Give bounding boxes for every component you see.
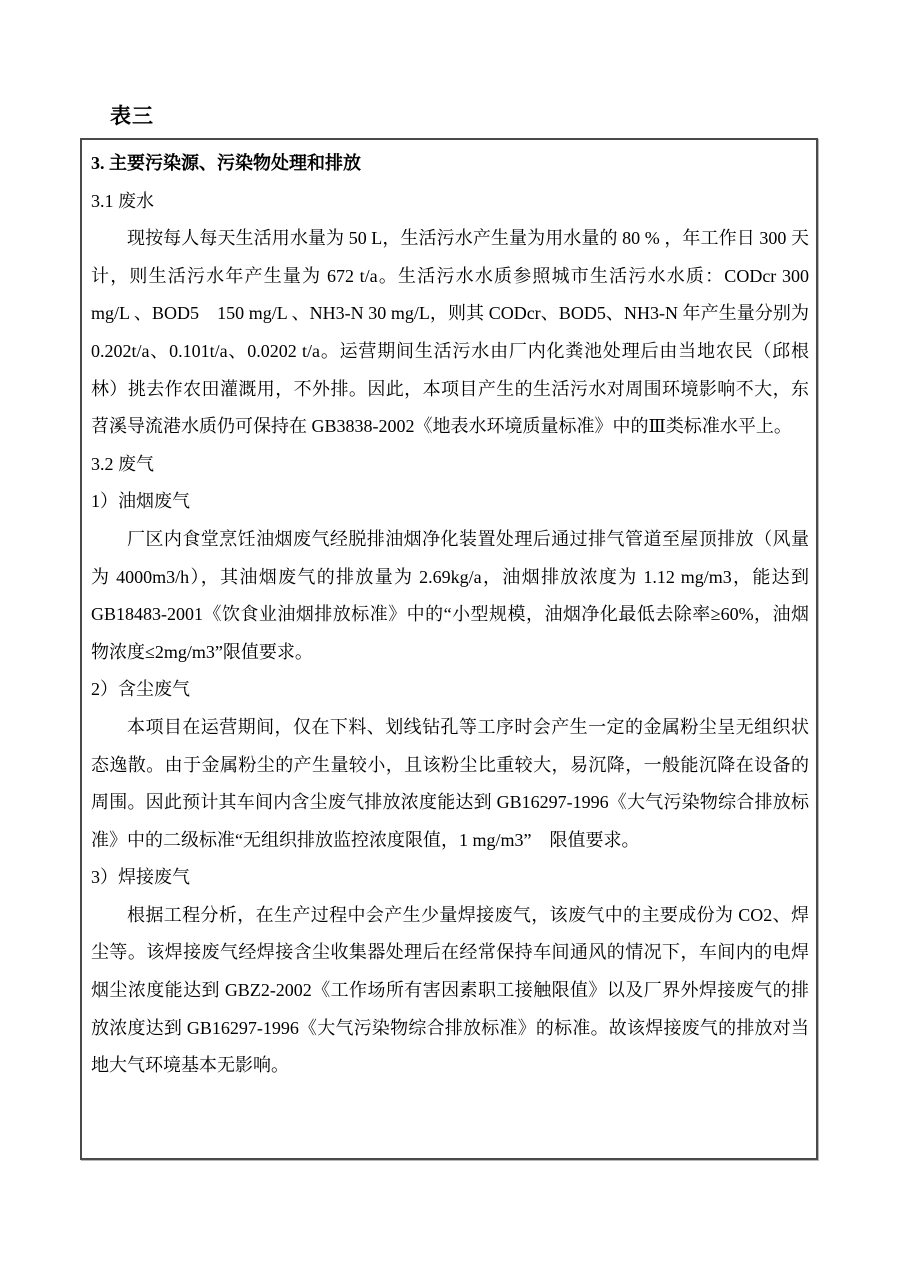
wastewater-paragraph: 现按每人每天生活用水量为 50 L，生活污水产生量为用水量的 80 % ，年工作日 300 天计，则生活污水年产生量为 672 t/a。生活污水水质参照城市生活污水水质：CODcr 300 mg/L 、BOD5 150 mg/L 、NH3-N 30 mg/L，则其 CODcr、BOD5、NH3-N 年产生量分别为 0.202t/a、0.101t/a、0.0202 t/a。运营期间生活污水由厂内化粪池处理后由当地农民（邱根林）挑去作农田灌溉用，不外排。因此，本项目产生的生活污水对周围环境影响不大，东苕溪导流港水质仍可保持在 GB3838-2002《地表水环境质量标准》中的Ⅲ类标准水平上。	[91, 228, 809, 437]
exhaust-heading: 3.2 废气	[91, 453, 154, 474]
exhaust-item-oil-fume-paragraph: 厂区内食堂烹饪油烟废气经脱排油烟净化装置处理后通过排气管道至屋顶排放（风量为 4000m3/h），其油烟废气的排放量为 2.69kg/a，油烟排放浓度为 1.12 mg/m3，能达到 GB18483-2001《饮食业油烟排放标准》中的“小型规模，油烟净化最低去除率≥60%，油烟物浓度≤2mg/m3”限值要求。	[91, 528, 809, 662]
exhaust-item-dust-heading: 2）含尘废气	[91, 679, 190, 700]
exhaust-item-oil-fume-heading: 1）油烟废气	[91, 491, 190, 512]
exhaust-item-dust-paragraph: 本项目在运营期间，仅在下料、划线钻孔等工序时会产生一定的金属粉尘呈无组织状态逸散。由于金属粉尘的产生量较小，且该粉尘比重较大，易沉降，一般能沉降在设备的周围。因此预计其车间内含尘废气排放浓度能达到 GB16297-1996《大气污染物综合排放标准》中的二级标准“无组织排放监控浓度限值，1 mg/m3” 限值要求。	[91, 716, 809, 850]
wastewater-heading: 3.1 废水	[91, 190, 154, 211]
content-frame	[80, 138, 818, 1160]
exhaust-item-welding-paragraph: 根据工程分析，在生产过程中会产生少量焊接废气，该废气中的主要成份为 CO2、焊尘等。该焊接废气经焊接含尘收集器处理后在经常保持车间通风的情况下，车间内的电焊烟尘浓度能达到 GBZ2-2002《工作场所有害因素职工接触限值》以及厂界外焊接废气的排放浓度达到 GB16297-1996《大气污染物综合排放标准》的标准。故该焊接废气的排放对当地大气环境基本无影响。	[91, 904, 809, 1076]
table-label: 表三	[110, 104, 154, 128]
exhaust-item-welding-heading: 3）焊接废气	[91, 867, 190, 888]
section-title: 3. 主要污染源、污染物处理和排放	[91, 153, 361, 173]
